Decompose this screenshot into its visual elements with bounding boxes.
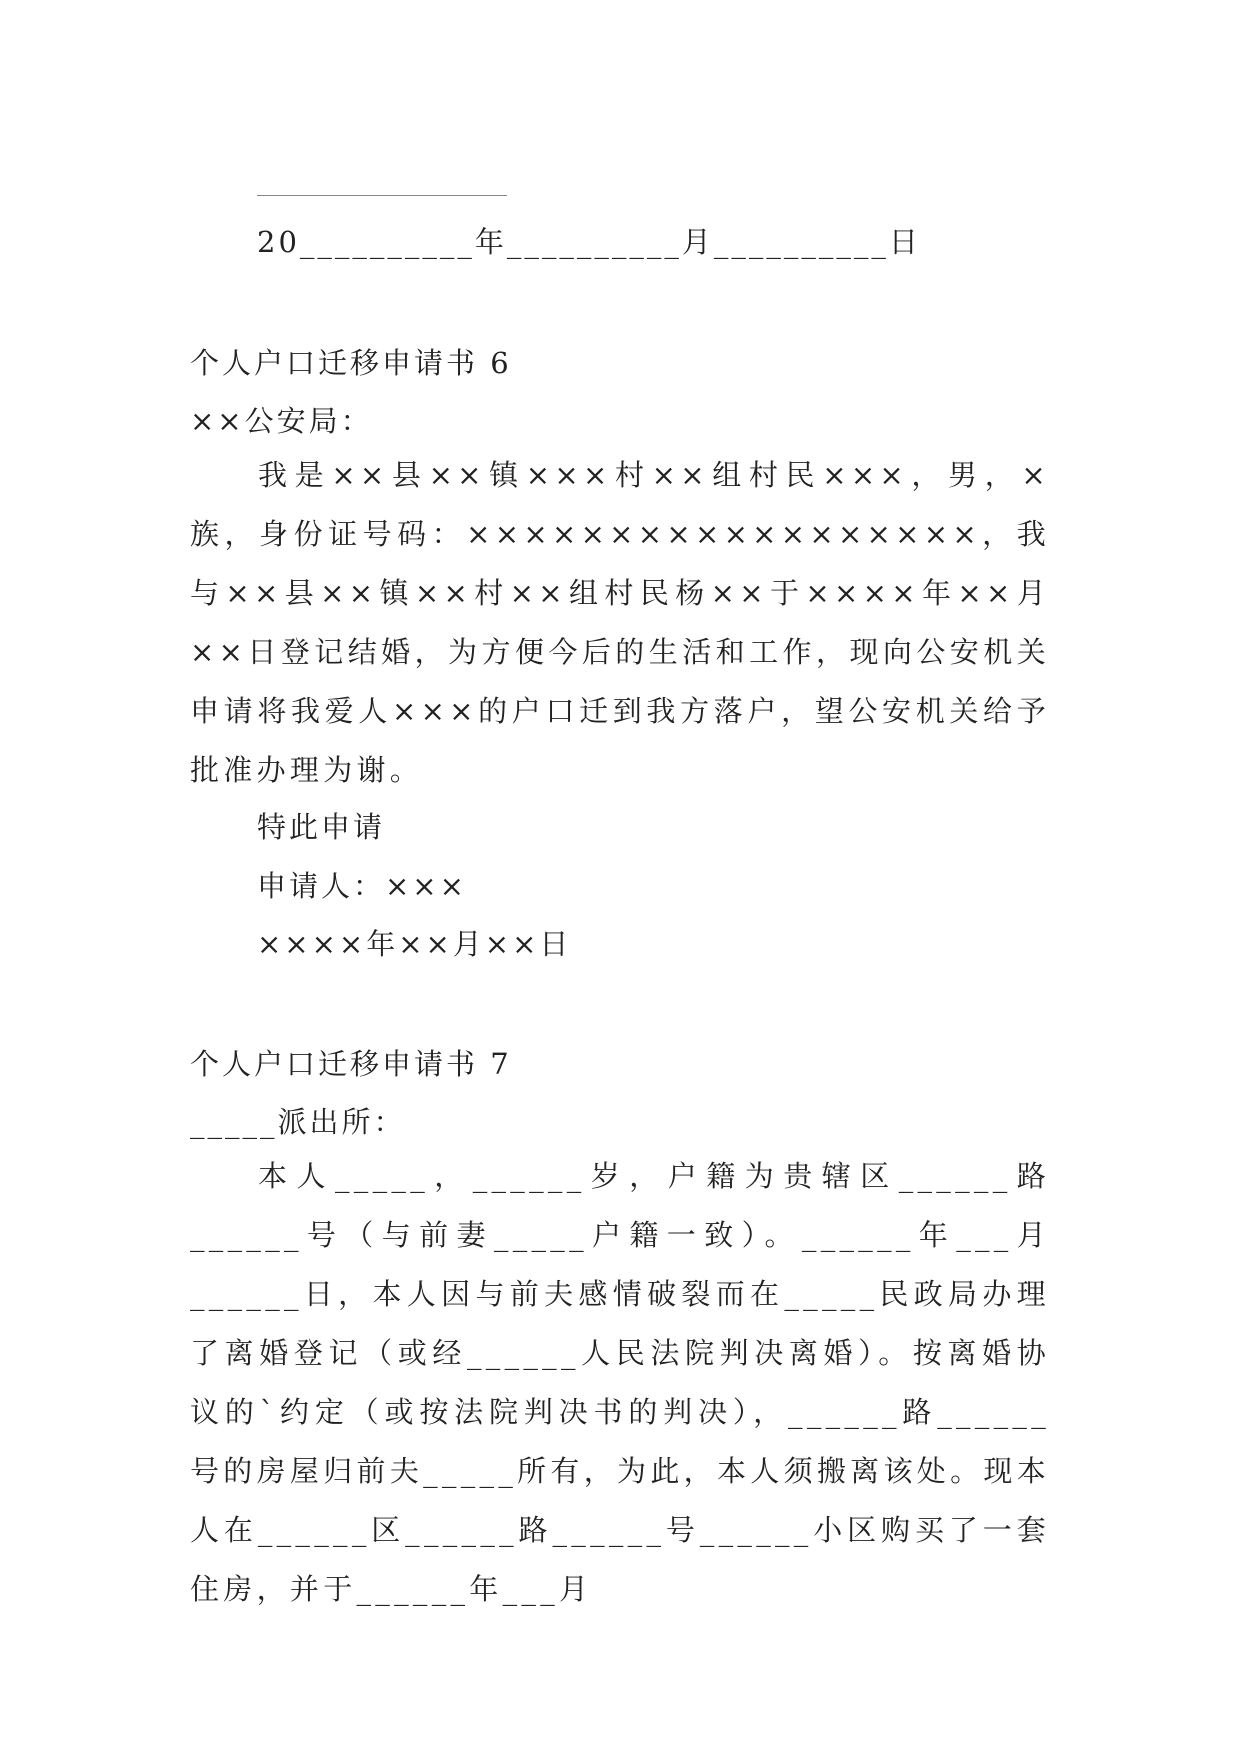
section6-addressee: ××公安局： [190,404,373,438]
section6-title: 个人户口迁移申请书 6 [190,346,512,380]
section6-date: ××××年××月××日 [257,927,572,961]
section7-body: 本人_____，______岁，户籍为贵辖区______路______号（与前妻_____户籍一致）。______年___月______日，本人因与前夫感情破裂而在_____民政局办理了离婚登记（或经______人民法院判决离婚）。按离婚协议的`约定（或按法院判决书的判决），______路______号的房屋归前夫_____所有，为此，本人须搬离该处。现本人在______区______路______号______小区购买了一套住房，并于______年___月 [190,1159,1050,1606]
header-date-line: 20__________年__________月__________日 [257,225,921,259]
section6-body: 我是××县××镇×××村××组村民×××，男，×族，身份证号码：××××××××××××××××××，我与××县××镇××村××组村民杨××于××××年××月××日登记结婚，为方便今后的生活和工作，现向公安机关申请将我爱人×××的户口迁到我方落户，望公安机关给予批准办理为谢。 [190,458,1050,787]
section6-applicant: 申请人：××× [257,869,467,903]
section6-closing: 特此申请 [257,810,386,844]
section7-addressee: _____派出所： [190,1105,406,1139]
signature-line [257,195,507,196]
section7-title: 个人户口迁移申请书 7 [190,1047,512,1081]
